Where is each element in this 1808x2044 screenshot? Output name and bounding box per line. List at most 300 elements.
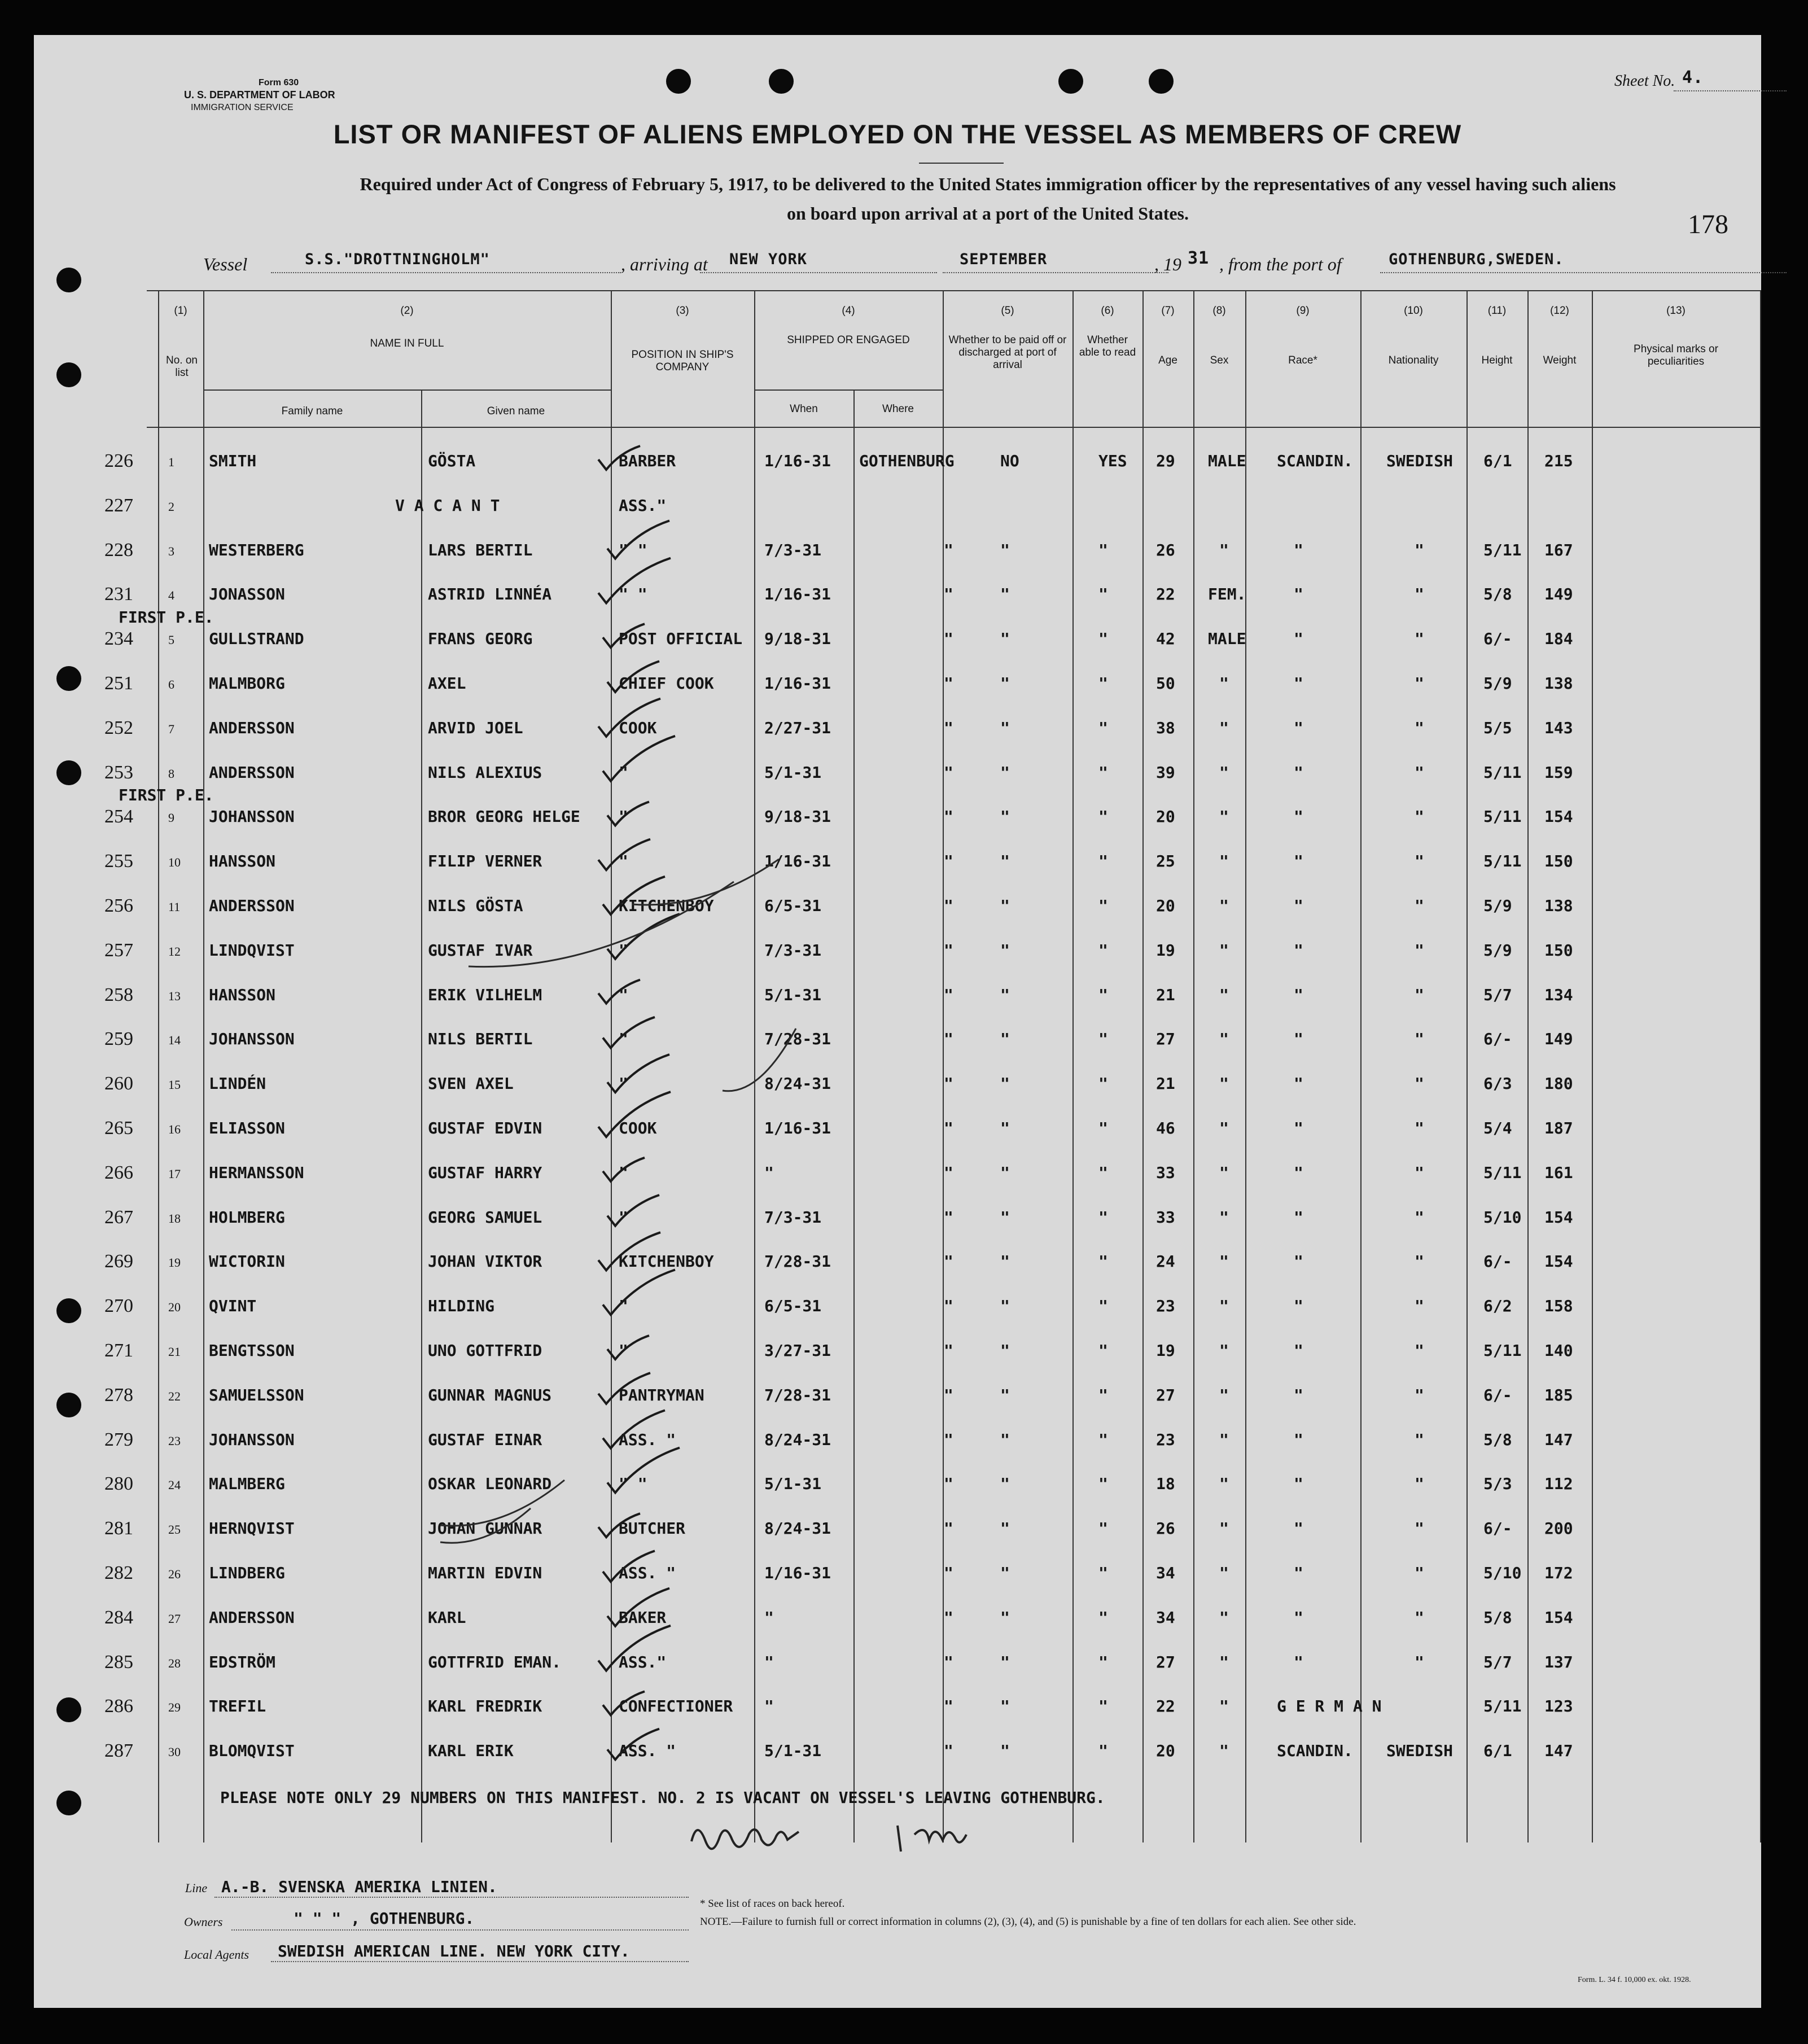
- age: 42: [1156, 629, 1175, 649]
- paid-off: ": [1000, 1519, 1010, 1538]
- height: 5/4: [1483, 1119, 1512, 1137]
- nationality: ": [1415, 1519, 1424, 1538]
- nationality: ": [1415, 896, 1424, 915]
- able-to-read: ": [1098, 1297, 1108, 1316]
- position: COOK: [619, 1119, 657, 1137]
- position: ": [619, 1297, 628, 1316]
- sex: ": [1219, 1207, 1229, 1227]
- position: KITCHENBOY: [619, 896, 714, 915]
- year-suffix: 31: [1188, 248, 1210, 268]
- shipped-when: 5/1-31: [764, 1474, 822, 1494]
- col-2-number: (2): [400, 305, 414, 317]
- height: 5/3: [1483, 1474, 1512, 1494]
- year-prefix: , 19: [1154, 254, 1181, 274]
- given-name: GUSTAF IVAR: [428, 940, 533, 960]
- family-name: MALMBORG: [209, 674, 285, 693]
- sex: ": [1219, 1697, 1229, 1716]
- nationality: ": [1415, 1119, 1424, 1137]
- height: 6/1: [1483, 452, 1512, 470]
- shipped-when: 6/5-31: [764, 1297, 822, 1316]
- line-number: 5: [168, 633, 174, 647]
- height: 5/7: [1483, 985, 1512, 1004]
- position: ": [619, 763, 628, 782]
- rownum-ref: 226: [104, 450, 133, 471]
- col-13-header: Physical marks or peculiarities: [1634, 343, 1718, 367]
- position: ASS. ": [619, 1430, 676, 1449]
- col-3-header: POSITION IN SHIP'S COMPANY: [631, 349, 734, 373]
- position: ASS. ": [619, 1564, 676, 1582]
- page-title: LIST OR MANIFEST OF ALIENS EMPLOYED ON THE VESSEL AS MEMBERS OF CREW: [333, 119, 1462, 149]
- weight: 154: [1544, 1207, 1573, 1227]
- race: ": [1294, 1207, 1303, 1227]
- nationality: ": [1415, 1030, 1424, 1049]
- rownum-ref: 254: [104, 806, 133, 828]
- sheet-label: Sheet No.: [1614, 72, 1675, 90]
- able-to-read: ": [1098, 629, 1108, 649]
- age: 20: [1156, 807, 1175, 826]
- col-1-number: (1): [174, 305, 187, 317]
- race: ": [1294, 852, 1303, 871]
- line-number: 25: [168, 1522, 181, 1537]
- sex: ": [1219, 940, 1229, 960]
- paid-off: ": [1000, 1074, 1010, 1093]
- given-name: MARTIN EDVIN: [428, 1564, 542, 1582]
- col-8-header: Sex: [1210, 354, 1229, 366]
- line-number: 14: [168, 1033, 181, 1048]
- shipped-when: 8/24-31: [764, 1519, 831, 1538]
- shipped-when: ": [764, 1608, 774, 1627]
- able-to-read: ": [1098, 1697, 1108, 1716]
- line-number: 1: [168, 455, 174, 469]
- subtitle-line-1: Required under Act of Congress of February 5, 1917, to be delivered to the United States immigration officer by the representatives of any vessel having such aliens: [360, 174, 1616, 194]
- given-name: BROR GEORG HELGE: [428, 807, 580, 826]
- shipped-where: ": [944, 540, 953, 559]
- rownum-ref: 258: [104, 984, 133, 1005]
- line-number: 6: [168, 677, 174, 691]
- nationality: ": [1415, 940, 1424, 960]
- given-name: GÖSTA: [428, 452, 476, 470]
- weight: 154: [1544, 807, 1573, 826]
- nationality: ": [1415, 1474, 1424, 1494]
- position: POST OFFICIAL: [619, 629, 743, 649]
- family-name: HANSSON: [209, 985, 276, 1004]
- line-number: 18: [168, 1211, 181, 1225]
- col-12-number: (12): [1550, 305, 1569, 317]
- family-name: ANDERSSON: [209, 896, 295, 915]
- first-pe-annotation: FIRST P.E.: [119, 786, 214, 805]
- family-name: LINDÉN: [209, 1074, 266, 1093]
- shipped-when: 3/27-31: [764, 1341, 831, 1360]
- height: 6/-: [1483, 1385, 1512, 1404]
- family-name: ANDERSSON: [209, 718, 295, 737]
- given-name: HILDING: [428, 1297, 495, 1316]
- paid-off: ": [1000, 1252, 1010, 1271]
- arriving-label: , arriving at: [621, 254, 708, 274]
- race: ": [1294, 1030, 1303, 1049]
- sex: ": [1219, 540, 1229, 559]
- weight: 137: [1544, 1652, 1573, 1671]
- rownum-ref: 252: [104, 717, 133, 738]
- line-number: 29: [168, 1700, 181, 1715]
- shipped-where: ": [944, 1297, 953, 1316]
- rownum-ref: 259: [104, 1028, 133, 1050]
- nationality: ": [1415, 1385, 1424, 1404]
- able-to-read: ": [1098, 585, 1108, 604]
- paid-off: ": [1000, 1119, 1010, 1137]
- age: 33: [1156, 1207, 1175, 1227]
- nationality: ": [1415, 1252, 1424, 1271]
- weight: 167: [1544, 540, 1573, 559]
- rownum-ref: 256: [104, 895, 133, 916]
- race: ": [1294, 585, 1303, 604]
- line-rule: [214, 1897, 689, 1898]
- race: SCANDIN.: [1277, 1741, 1353, 1761]
- col-2-header: NAME IN FULL: [370, 338, 444, 349]
- position: " ": [619, 540, 647, 559]
- shipped-when: 6/5-31: [764, 896, 822, 915]
- position: PANTRYMAN: [619, 1385, 704, 1404]
- rownum-ref: 267: [104, 1206, 133, 1228]
- shipped-when: 8/24-31: [764, 1074, 831, 1093]
- race: ": [1294, 1252, 1303, 1271]
- sex: FEM.: [1208, 585, 1246, 604]
- line-number: 3: [168, 544, 174, 558]
- shipped-when: ": [764, 1652, 774, 1671]
- nationality: ": [1415, 1207, 1424, 1227]
- height: 5/11: [1483, 763, 1522, 782]
- age: 39: [1156, 763, 1175, 782]
- line-value: A.-B. SVENSKA AMERIKA LINIEN.: [221, 1877, 497, 1896]
- able-to-read: ": [1098, 1119, 1108, 1137]
- family-name: MALMBERG: [209, 1474, 285, 1494]
- col-6-header: Whether able to read: [1079, 334, 1136, 358]
- position: ": [619, 985, 628, 1004]
- rownum-ref: 286: [104, 1696, 133, 1717]
- nationality: ": [1415, 1297, 1424, 1316]
- weight: 147: [1544, 1430, 1573, 1449]
- family-name: TREFIL: [209, 1697, 266, 1716]
- col-10-header: Nationality: [1388, 354, 1439, 366]
- shipped-where: ": [944, 852, 953, 871]
- line-number: 27: [168, 1611, 181, 1626]
- able-to-read: ": [1098, 1074, 1108, 1093]
- weight: 140: [1544, 1341, 1573, 1360]
- paid-off: ": [1000, 629, 1010, 649]
- able-to-read: ": [1098, 1341, 1108, 1360]
- nationality: SWEDISH: [1386, 1741, 1454, 1761]
- vessel-name: S.S."DROTTNINGHOLM": [305, 251, 490, 268]
- shipped-where: ": [944, 763, 953, 782]
- col-5-number: (5): [1001, 305, 1014, 317]
- height: 6/-: [1483, 1519, 1512, 1538]
- family-name: QVINT: [209, 1297, 257, 1316]
- position: COOK: [619, 718, 657, 737]
- family-name: LINDQVIST: [209, 940, 295, 960]
- shipped-when: 8/24-31: [764, 1430, 831, 1449]
- col-13-number: (13): [1666, 305, 1686, 317]
- able-to-read: ": [1098, 1652, 1108, 1671]
- vacant-label: V A C A N T: [395, 496, 500, 515]
- col-10-number: (10): [1404, 305, 1423, 317]
- family-name: BENGTSSON: [209, 1341, 295, 1360]
- paid-off: ": [1000, 940, 1010, 960]
- position: CHIEF COOK: [619, 674, 714, 693]
- age: 27: [1156, 1030, 1175, 1049]
- weight: 200: [1544, 1519, 1573, 1538]
- nationality: ": [1415, 629, 1424, 649]
- weight: 185: [1544, 1385, 1573, 1404]
- rownum-ref: 278: [104, 1384, 133, 1406]
- given-name: KARL: [428, 1608, 466, 1627]
- shipped-where: ": [944, 896, 953, 915]
- shipped-where: ": [944, 1474, 953, 1494]
- sex: ": [1219, 1652, 1229, 1671]
- shipped-when: 1/16-31: [764, 674, 831, 693]
- given-name: JOHAN VIKTOR: [428, 1252, 542, 1271]
- paid-off: ": [1000, 1608, 1010, 1627]
- sex: ": [1219, 1119, 1229, 1137]
- height: 6/-: [1483, 1030, 1512, 1049]
- sex: ": [1219, 1030, 1229, 1049]
- age: 34: [1156, 1608, 1175, 1627]
- able-to-read: ": [1098, 1741, 1108, 1761]
- col-6-number: (6): [1101, 305, 1114, 317]
- position: BAKER: [619, 1608, 667, 1627]
- weight: 150: [1544, 852, 1573, 871]
- position: ": [619, 1163, 628, 1182]
- sex: ": [1219, 763, 1229, 782]
- line-number: 16: [168, 1122, 181, 1136]
- rownum-ref: 265: [104, 1118, 133, 1139]
- able-to-read: ": [1098, 674, 1108, 693]
- agents-value: SWEDISH AMERICAN LINE. NEW YORK CITY.: [278, 1942, 630, 1960]
- weight: 187: [1544, 1119, 1573, 1137]
- given-name: ARVID JOEL: [428, 718, 523, 737]
- weight: 149: [1544, 1030, 1573, 1049]
- family-name: SMITH: [209, 452, 257, 470]
- family-name: HERNQVIST: [209, 1519, 295, 1538]
- line-number: 8: [168, 766, 174, 781]
- weight: 123: [1544, 1697, 1573, 1716]
- arriving-port: NEW YORK: [729, 251, 808, 268]
- able-to-read: ": [1098, 1385, 1108, 1404]
- paid-off: ": [1000, 852, 1010, 871]
- paid-off: ": [1000, 1741, 1010, 1761]
- sex: ": [1219, 1074, 1229, 1093]
- shipped-when: 7/28-31: [764, 1030, 831, 1049]
- rownum-ref: 287: [104, 1740, 133, 1762]
- sex: ": [1219, 852, 1229, 871]
- shipped-where: ": [944, 985, 953, 1004]
- vessel-label: Vessel: [203, 254, 248, 274]
- shipped-when: 7/28-31: [764, 1385, 831, 1404]
- given-name: JOHAN GUNNAR: [428, 1519, 542, 1538]
- service: IMMIGRATION SERVICE: [191, 103, 294, 112]
- weight: 149: [1544, 585, 1573, 604]
- rownum-ref: 281: [104, 1518, 133, 1539]
- weight: 138: [1544, 896, 1573, 915]
- paid-off: ": [1000, 1652, 1010, 1671]
- family-name: JOHANSSON: [209, 1430, 295, 1449]
- form-number: Form 630: [259, 78, 299, 87]
- given-name: FILIP VERNER: [428, 852, 542, 871]
- height: 5/8: [1483, 1608, 1512, 1627]
- nationality: ": [1415, 763, 1424, 782]
- rownum-ref: 253: [104, 761, 133, 783]
- height: 6/1: [1483, 1741, 1512, 1761]
- rownum-ref: 255: [104, 851, 133, 872]
- line-number: 28: [168, 1656, 181, 1670]
- paid-off: ": [1000, 1341, 1010, 1360]
- col-11-number: (11): [1487, 305, 1507, 317]
- paid-off: ": [1000, 1430, 1010, 1449]
- age: 21: [1156, 985, 1175, 1004]
- race: ": [1294, 540, 1303, 559]
- given-name: GUNNAR MAGNUS: [428, 1385, 552, 1404]
- given-name: LARS BERTIL: [428, 540, 533, 559]
- race: SCANDIN.: [1277, 452, 1353, 470]
- weight: 143: [1544, 718, 1573, 737]
- shipped-when: 7/28-31: [764, 1252, 831, 1271]
- line-number: 9: [168, 811, 174, 825]
- age: 22: [1156, 1697, 1175, 1716]
- age: 26: [1156, 1519, 1175, 1538]
- nationality: ": [1415, 852, 1424, 871]
- rownum-ref: 228: [104, 539, 133, 561]
- able-to-read: ": [1098, 985, 1108, 1004]
- rownum-ref: 257: [104, 939, 133, 961]
- penalty-note: NOTE.—Failure to furnish full or correct information in columns (2), (3), (4), and (5) is punishable by a fine of ten dollars for each alien. See other side.: [700, 1916, 1356, 1928]
- family-name: ELIASSON: [209, 1119, 285, 1137]
- race: ": [1294, 1163, 1303, 1182]
- shipped-where: ": [944, 1207, 953, 1227]
- position: ": [619, 940, 628, 960]
- nationality: ": [1415, 540, 1424, 559]
- line-number: 21: [168, 1345, 181, 1359]
- age: 19: [1156, 940, 1175, 960]
- age: 20: [1156, 1741, 1175, 1761]
- shipped-where: ": [944, 1430, 953, 1449]
- position: ASS.": [619, 496, 667, 515]
- nationality: ": [1415, 1608, 1424, 1627]
- given-name: OSKAR LEONARD: [428, 1474, 552, 1494]
- race: G E R M A N: [1277, 1697, 1382, 1716]
- shipped-when: 9/18-31: [764, 629, 831, 649]
- race: ": [1294, 807, 1303, 826]
- age: 27: [1156, 1652, 1175, 1671]
- height: 5/9: [1483, 896, 1512, 915]
- sex: ": [1219, 1385, 1229, 1404]
- page-number: 178: [1688, 209, 1728, 239]
- age: 46: [1156, 1119, 1175, 1137]
- paid-off: ": [1000, 1207, 1010, 1227]
- line-number: 19: [168, 1255, 181, 1270]
- position: ": [619, 1341, 628, 1360]
- weight: 150: [1544, 940, 1573, 960]
- race: ": [1294, 1297, 1303, 1316]
- paid-off: NO: [1000, 452, 1019, 470]
- position: KITCHENBOY: [619, 1252, 714, 1271]
- shipped-where: ": [944, 1163, 953, 1182]
- weight: 161: [1544, 1163, 1573, 1182]
- paid-off: ": [1000, 896, 1010, 915]
- able-to-read: ": [1098, 1519, 1108, 1538]
- given-name: NILS ALEXIUS: [428, 763, 542, 782]
- rownum-ref: 271: [104, 1340, 133, 1361]
- weight: 180: [1544, 1074, 1573, 1093]
- able-to-read: ": [1098, 1163, 1108, 1182]
- shipped-when: ": [764, 1163, 774, 1182]
- paid-off: ": [1000, 718, 1010, 737]
- col-9-number: (9): [1296, 305, 1310, 317]
- age: 18: [1156, 1474, 1175, 1494]
- position: ": [619, 1074, 628, 1093]
- shipped-when: 1/16-31: [764, 585, 831, 604]
- age: 22: [1156, 585, 1175, 604]
- owners-label: Owners: [184, 1915, 223, 1929]
- paid-off: ": [1000, 1297, 1010, 1316]
- race: ": [1294, 1430, 1303, 1449]
- age: 25: [1156, 852, 1175, 871]
- paid-off: ": [1000, 540, 1010, 559]
- race: ": [1294, 1519, 1303, 1538]
- nationality: ": [1415, 1074, 1424, 1093]
- race: ": [1294, 629, 1303, 649]
- nationality: ": [1415, 585, 1424, 604]
- shipped-when: ": [764, 1697, 774, 1716]
- shipped-where: ": [944, 1697, 953, 1716]
- shipped-when: 7/3-31: [764, 540, 822, 559]
- col-7-number: (7): [1161, 305, 1175, 317]
- sex: ": [1219, 1741, 1229, 1761]
- shipped-when: 1/16-31: [764, 1564, 831, 1582]
- given-name: NILS GÖSTA: [428, 896, 523, 915]
- rownum-ref: 270: [104, 1295, 133, 1317]
- col-7-header: Age: [1158, 354, 1177, 366]
- family-name: JOHANSSON: [209, 807, 295, 826]
- col-3-number: (3): [676, 305, 689, 317]
- family-name: HOLMBERG: [209, 1207, 285, 1227]
- race: ": [1294, 718, 1303, 737]
- family-name: ANDERSSON: [209, 1608, 295, 1627]
- given-name: ASTRID LINNÉA: [428, 585, 552, 604]
- rownum-ref: 231: [104, 584, 133, 605]
- shipped-when: 1/16-31: [764, 1119, 831, 1137]
- shipped-where: ": [944, 1074, 953, 1093]
- line-number: 11: [168, 900, 181, 914]
- col-4b-header: Where: [882, 403, 914, 415]
- position: BARBER: [619, 452, 676, 470]
- race: ": [1294, 940, 1303, 960]
- rownum-ref: 260: [104, 1073, 133, 1095]
- agents-label: Local Agents: [184, 1947, 249, 1962]
- col-5-header: Whether to be paid off or discharged at port of arrival: [948, 334, 1067, 371]
- given-name: KARL ERIK: [428, 1741, 514, 1761]
- line-number: 7: [168, 721, 174, 736]
- shipped-where: ": [944, 1741, 953, 1761]
- shipped-when: 1/16-31: [764, 852, 831, 871]
- sex: MALE: [1208, 629, 1246, 649]
- line-label: Line: [185, 1881, 208, 1895]
- height: 5/11: [1483, 1697, 1522, 1716]
- given-name: FRANS GEORG: [428, 629, 533, 649]
- height: 5/11: [1483, 1163, 1522, 1182]
- col-2a-header: Family name: [281, 405, 343, 417]
- family-name: ANDERSSON: [209, 763, 295, 782]
- given-name: KARL FREDRIK: [428, 1697, 542, 1716]
- able-to-read: ": [1098, 1608, 1108, 1627]
- able-to-read: ": [1098, 1030, 1108, 1049]
